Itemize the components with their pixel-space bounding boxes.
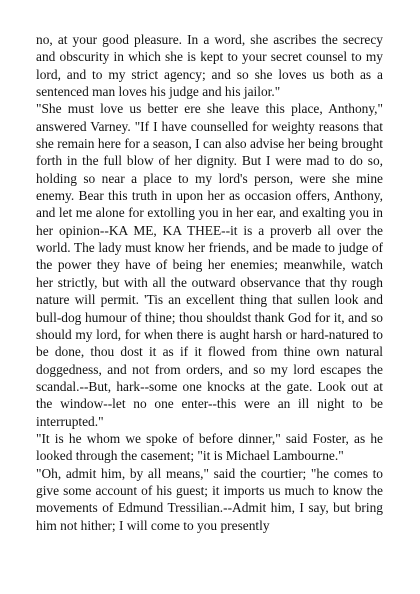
paragraph: "Oh, admit him, by all means," said the courtier; "he comes to give some account of his guest; it imports us much to know the movements of Edmund Tressilian.--Admit him, I say, but bring him not hither; I will come to you presently	[36, 465, 383, 533]
document-page	[36, 31, 383, 534]
paragraph: "She must love us better ere she leave this place, Anthony," answered Varney. "If I have counselled for weighty reasons that she remain here for a season, I can also advise her being brought forth in the full blow of her dignity. But I were mad to do so, holding so near a place to my lord's person, were she mine enemy. Bear this truth in upon her as occasion offers, Anthony, and let me alone for extolling you in her ear, and exalting you in her opinion--KA ME, KA THEE--it is a proverb all over the world. The lady must know her friends, and be made to judge of the power they have of being her enemies; meanwhile, watch her strictly, but with all the outward observance that thy rough nature will permit. 'Tis an excellent thing that sullen look and bull-dog humour of thine; thou shouldst thank God for it, and so should my lord, for when there is aught harsh or hard-natured to be done, thou dost it as if it flowed from thine own natural doggedness, and not from orders, and so my lord escapes the scandal.--But, hark--some one knocks at the gate. Look out at the window--let no one enter--this were an ill night to be interrupted."	[36, 101, 383, 429]
paragraph: "It is he whom we spoke of before dinner," said Foster, as he looked through the casement; "it is Michael Lambourne."	[36, 430, 383, 464]
paragraph: no, at your good pleasure. In a word, she ascribes the secrecy and obscurity in which she is kept to your secret counsel to my lord, and to my strict agency; and so she loves us both as a sentenced man loves his judge and his jailor."	[36, 32, 383, 100]
